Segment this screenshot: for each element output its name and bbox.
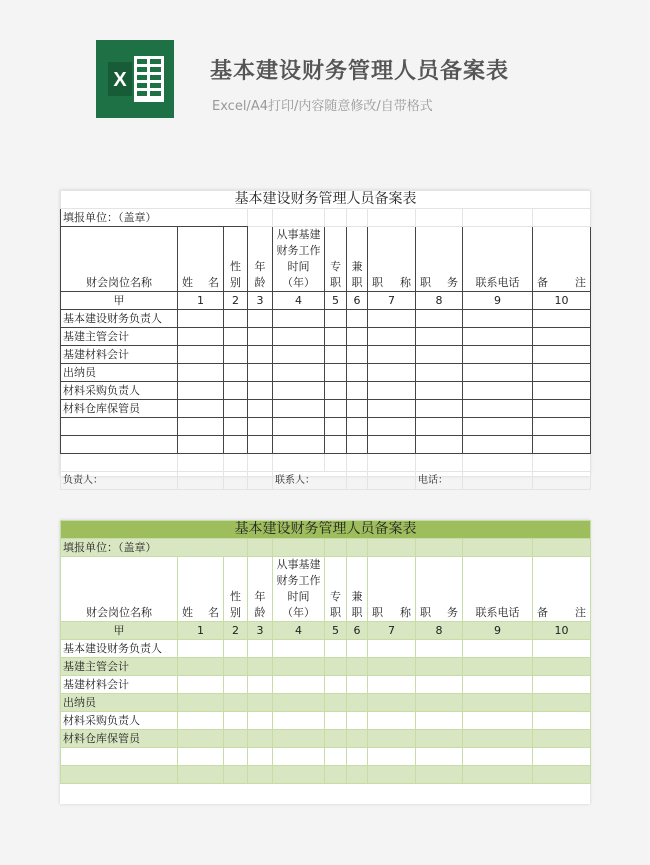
post-cell[interactable]: 材料采购负责人 [61, 382, 178, 400]
table-row [61, 658, 591, 676]
table-row [61, 400, 591, 418]
col-fulltime: 专 职 [325, 227, 347, 292]
index-row: 甲 1 2 3 4 5 6 7 8 9 10 [61, 622, 591, 640]
col-age: 年 龄 [248, 227, 273, 292]
header [0, 0, 650, 150]
table-row [61, 436, 591, 454]
post-cell[interactable]: 基建主管会计 [61, 328, 178, 346]
table-row [61, 346, 591, 364]
table-row [61, 364, 591, 382]
svg-text:X: X [113, 69, 127, 91]
table-row [61, 382, 591, 400]
post-cell[interactable]: 材料采购负责人 [61, 712, 178, 730]
footer-row [61, 472, 591, 490]
excel-logo-icon [96, 40, 174, 118]
col-phone: 联系电话 [463, 227, 533, 292]
post-cell[interactable]: 基本建设财务负责人 [61, 640, 178, 658]
col-duty: 职 务 [416, 227, 463, 292]
table-row [61, 730, 591, 748]
post-cell[interactable]: 出纳员 [61, 364, 178, 382]
table-row [61, 694, 591, 712]
footer-manager: 负责人： [61, 472, 178, 490]
post-cell[interactable]: 基建材料会计 [61, 676, 178, 694]
col-gender: 性 别 [224, 227, 248, 292]
col-gender: 性 别 [224, 557, 248, 622]
col-work-time: 从事基建 财务工作 时间 （年） [273, 557, 325, 622]
header-row [61, 557, 591, 622]
header-row [61, 227, 591, 292]
unit-label: 填报单位：（盖章） [61, 209, 248, 227]
col-post: 财会岗位名称 [61, 557, 178, 622]
col-post: 财会岗位名称 [61, 227, 178, 292]
col-name: 姓 名 [178, 227, 224, 292]
table-row [61, 712, 591, 730]
col-phone: 联系电话 [463, 557, 533, 622]
post-cell[interactable]: 材料仓库保管员 [61, 730, 178, 748]
index-row: 甲 1 2 3 4 5 6 7 8 9 10 [61, 292, 591, 310]
record-table-green [60, 520, 591, 784]
record-table-plain [60, 190, 591, 490]
col-duty: 职 务 [416, 557, 463, 622]
table-row [61, 676, 591, 694]
preview-sheet-plain [60, 190, 590, 486]
post-cell[interactable]: 材料仓库保管员 [61, 400, 178, 418]
col-note: 备 注 [533, 557, 591, 622]
unit-label: 填报单位：（盖章） [61, 539, 248, 557]
col-work-time: 从事基建 财务工作 时间 （年） [273, 227, 325, 292]
page-title: 基本建设财务管理人员备案表 [210, 59, 510, 84]
table-row [61, 748, 591, 766]
col-parttime: 兼 职 [347, 227, 368, 292]
col-title: 职 称 [368, 557, 416, 622]
post-cell[interactable] [61, 418, 178, 436]
post-cell[interactable]: 出纳员 [61, 694, 178, 712]
table-row [61, 310, 591, 328]
post-cell[interactable]: 基建材料会计 [61, 346, 178, 364]
table-row [61, 766, 591, 784]
footer-contact: 联系人： [273, 472, 347, 490]
page-subtitle: Excel/A4打印/内容随意修改/自带格式 [212, 99, 433, 114]
table-row [61, 418, 591, 436]
post-cell[interactable]: 基建主管会计 [61, 658, 178, 676]
table-row [61, 640, 591, 658]
post-cell[interactable] [61, 436, 178, 454]
table-row [61, 328, 591, 346]
col-age: 年 龄 [248, 557, 273, 622]
col-note: 备 注 [533, 227, 591, 292]
col-name: 姓 名 [178, 557, 224, 622]
col-parttime: 兼 职 [347, 557, 368, 622]
sheet-title: 基本建设财务管理人员备案表 [61, 191, 591, 209]
col-title: 职 称 [368, 227, 416, 292]
post-cell[interactable] [61, 748, 178, 766]
footer-phone: 电话： [416, 472, 463, 490]
col-fulltime: 专 职 [325, 557, 347, 622]
post-cell[interactable]: 基本建设财务负责人 [61, 310, 178, 328]
post-cell[interactable] [61, 766, 178, 784]
preview-sheet-green [60, 520, 590, 804]
sheet-title: 基本建设财务管理人员备案表 [61, 521, 591, 539]
